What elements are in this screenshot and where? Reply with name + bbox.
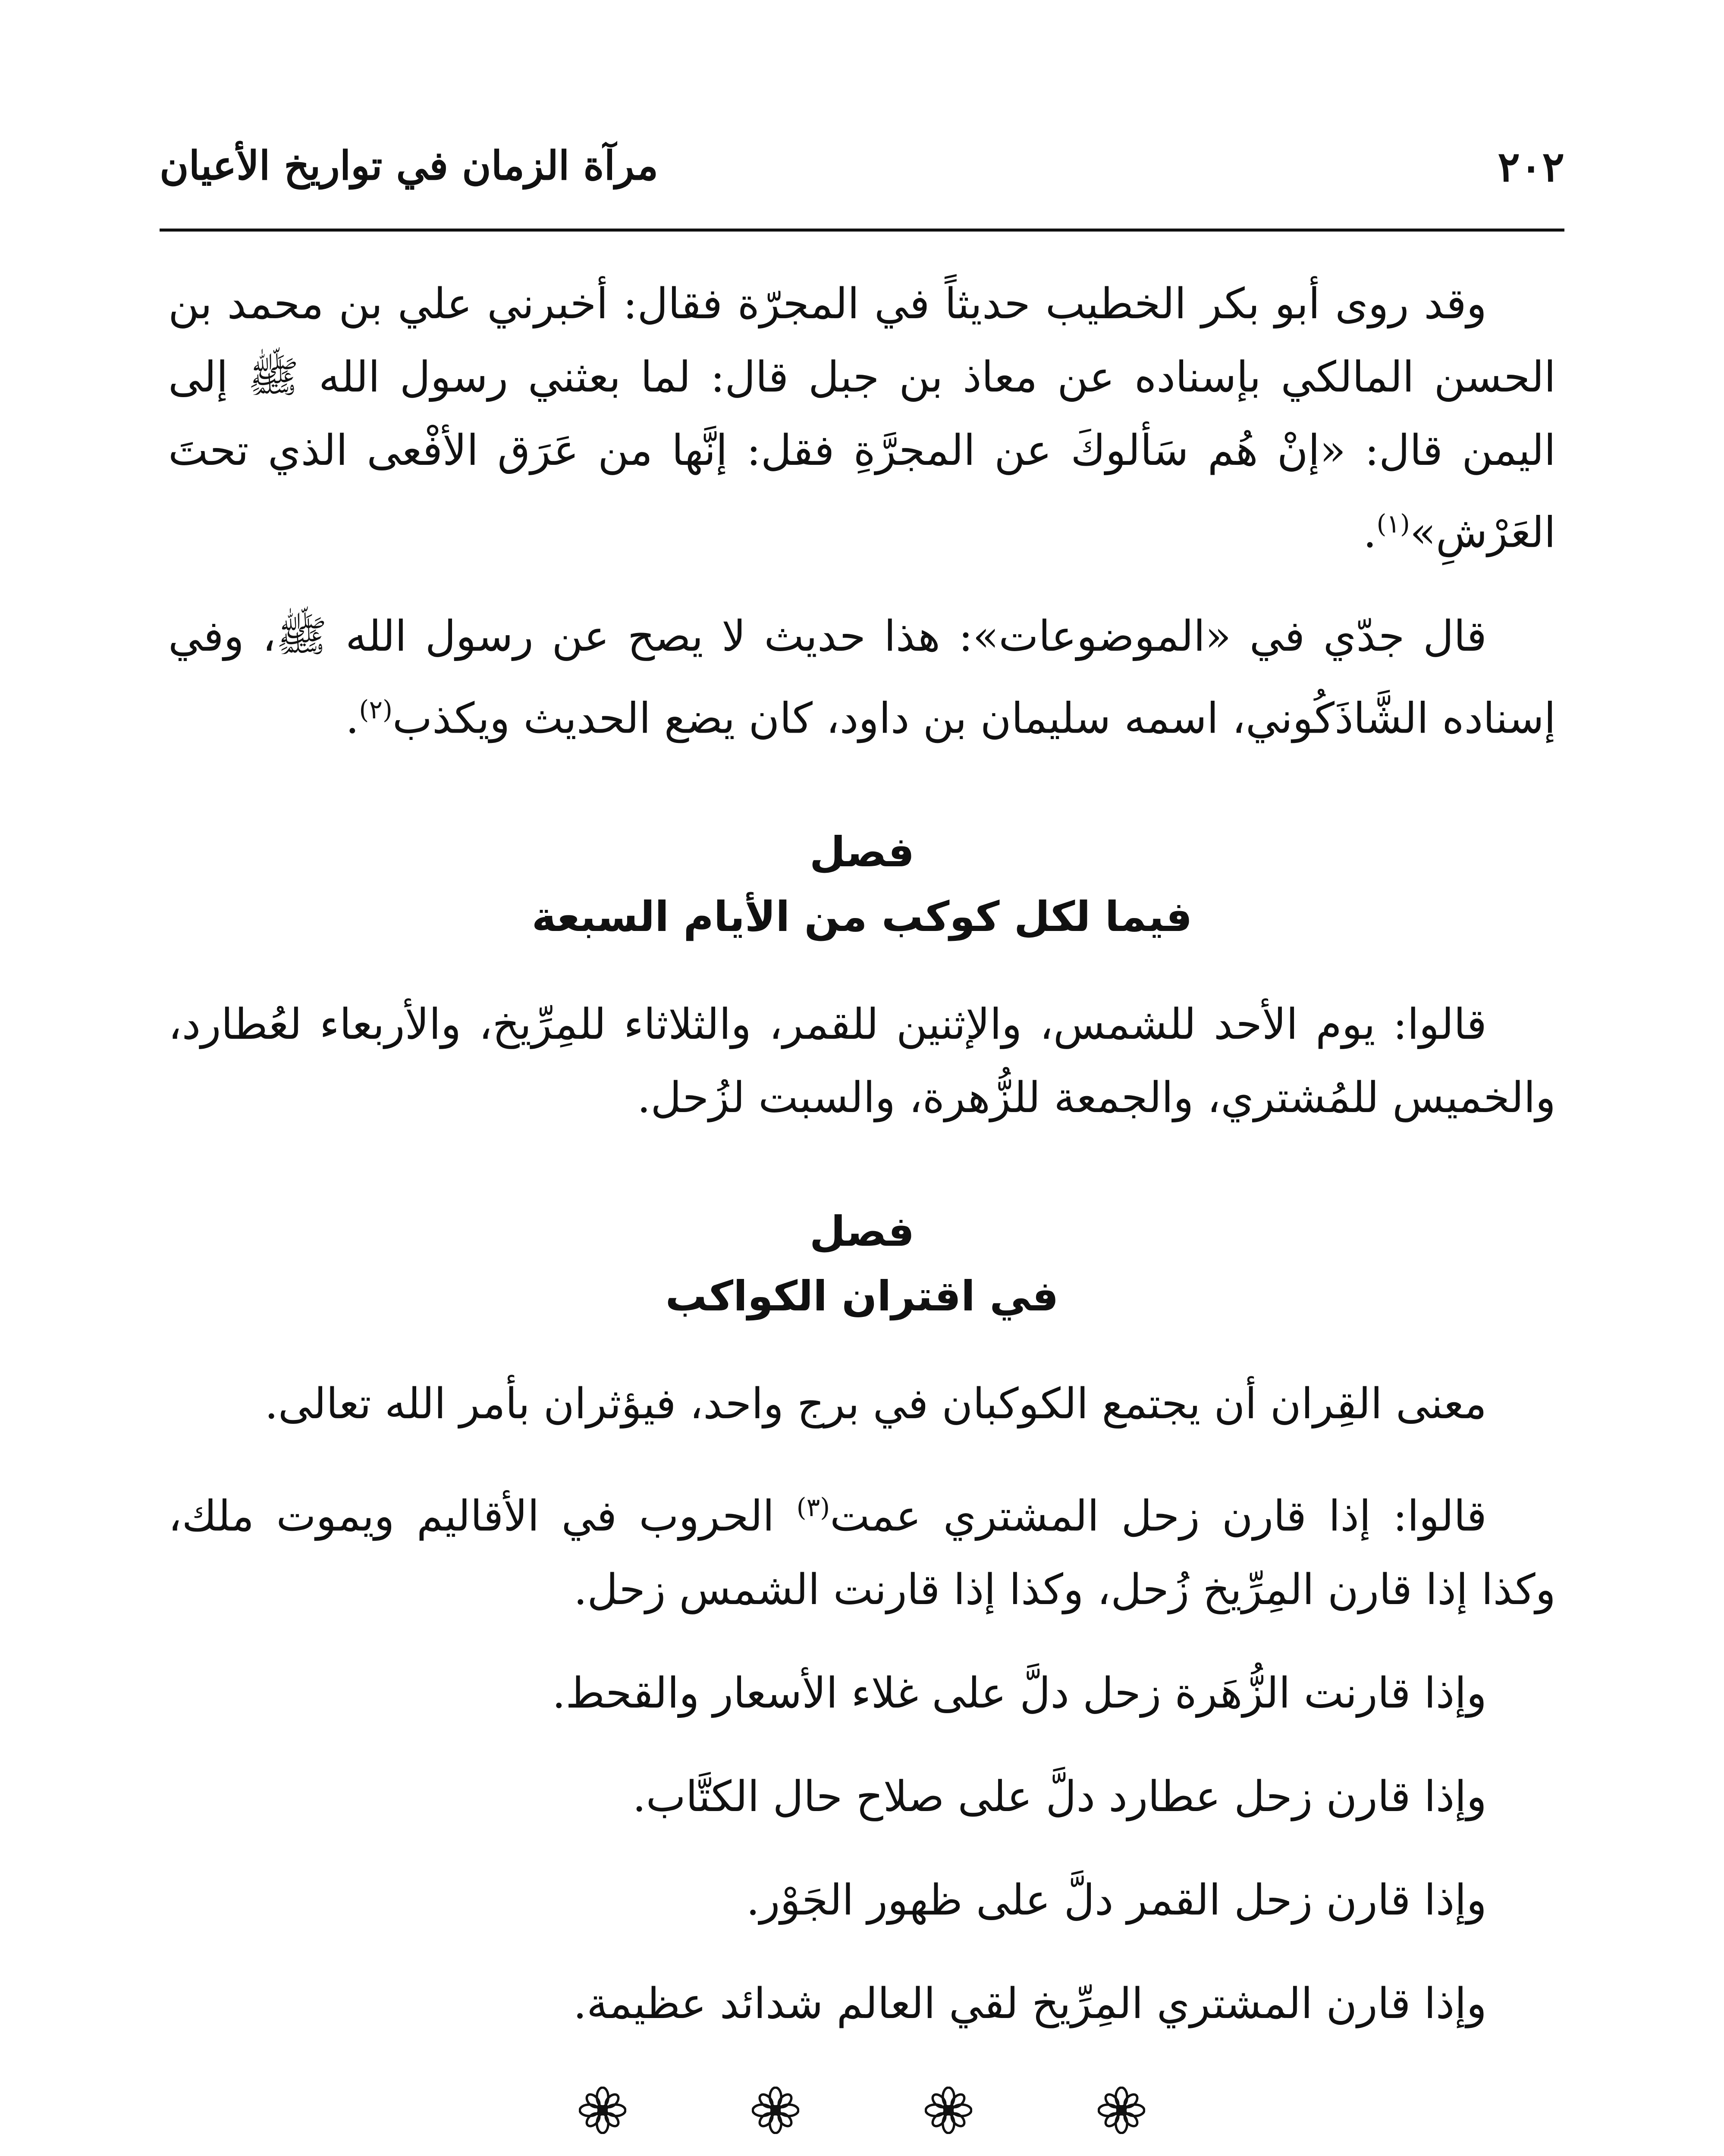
ornament-row bbox=[168, 2071, 1556, 2144]
header-divider bbox=[160, 229, 1564, 232]
footnote-marker: (٣) bbox=[796, 1492, 830, 1523]
paragraph-venus: وإذا قارنت الزُّهَرة زحل دلَّ على غلاء الأسعار والقحط. bbox=[552, 1668, 1487, 1718]
footnote-marker: (٢) bbox=[359, 694, 393, 724]
paragraph-moon: وإذا قارن زحل القمر دلَّ على ظهور الجَوْر. bbox=[746, 1875, 1487, 1925]
footnote-marker: (١) bbox=[1376, 509, 1410, 539]
flower-ornament-icon bbox=[752, 2087, 799, 2134]
section-label: فصل bbox=[809, 1207, 915, 1256]
paragraph-hadith: وقد روى أبو بكر الخطيب حديثاً في المجرّة فقال: أخبرني علي بن محمد بن الحسن المالكي بإسناده عن معاذ بن جبل قال: لما بعثني رسول الله ﷺ إلى اليمن قال: «إنْ هُم سَألوكَ عن المجرَّةِ فقل: إنَّها من عَرَق الأفْعى الذي تحتَ العَرْشِ»$^{(١)}$. bbox=[168, 279, 1556, 558]
section-title: فيما لكل كوكب من الأيام السبعة bbox=[531, 893, 1193, 941]
paragraph-days: قالوا: يوم الأحد للشمس، والإثنين للقمر، والثلاثاء للمِرِّيخ، والأربعاء لعُطارد، والخميس للمُشتري، والجمعة للزُّهرة، والسبت لزُحل. bbox=[168, 1000, 1556, 1123]
paragraph-text: قالوا: إذا قارن زحل المشتري عمت bbox=[830, 1492, 1487, 1541]
section-heading-days bbox=[168, 820, 1556, 949]
paragraph-mercury: وإذا قارن زحل عطارد دلَّ على صلاح حال الكتَّاب. bbox=[632, 1772, 1487, 1821]
section-title: في اقتران الكواكب bbox=[665, 1272, 1059, 1321]
flower-ornament-icon bbox=[579, 2087, 626, 2134]
paragraph-grading: قال جدّي في «الموضوعات»: هذا حديث لا يصح عن رسول الله ﷺ، وفي إسناده الشَّاذَكُوني، اسمه سليمان بن داود، كان يضع الحديث ويكذب$^{(٢)}$. bbox=[168, 611, 1556, 743]
section-heading-conjunction bbox=[168, 1199, 1556, 1329]
paragraph-definition: معنى القِران أن يجتمع الكوكبان في برج واحد، فيؤثران بأمر الله تعالى. bbox=[264, 1379, 1487, 1429]
paragraph-saturn-jupiter bbox=[168, 1471, 1556, 1626]
flower-ornament-icon bbox=[925, 2087, 972, 2134]
paragraph-text: وقد روى أبو بكر الخطيب حديثاً في المجرّة فقال: أخبرني علي بن محمد بن الحسن المالكي بإسناده عن معاذ بن جبل قال: لما بعثني رسول الله ﷺ إلى اليمن قال: «إنْ هُم سَألوكَ عن المجرَّةِ فقل: إنَّها من عَرَق الأفْعى الذي تحتَ العَرْشِ» bbox=[168, 279, 1556, 558]
page-body bbox=[168, 267, 1556, 2156]
section-label: فصل bbox=[809, 828, 915, 877]
flower-ornament-icon bbox=[1098, 2087, 1145, 2134]
running-title: مرآة الزمان في تواريخ الأعيان bbox=[160, 142, 659, 189]
paragraph-text: الحروب في الأقاليم ويموت ملك، وكذا إذا قارن المِرِّيخ زُحل، وكذا إذا قارنت الشمس زحل. bbox=[168, 1492, 1556, 1614]
page-number: ٢٠٢ bbox=[1498, 142, 1564, 191]
page-header bbox=[160, 142, 1564, 233]
paragraph-text: قال جدّي في «الموضوعات»: هذا حديث لا يصح عن رسول الله ﷺ، وفي إسناده الشَّاذَكُوني، اسمه سليمان بن داود، كان يضع الحديث ويكذب bbox=[168, 611, 1556, 743]
paragraph-mars: وإذا قارن المشتري المِرِّيخ لقي العالم شدائد عظيمة. bbox=[573, 1979, 1487, 2028]
